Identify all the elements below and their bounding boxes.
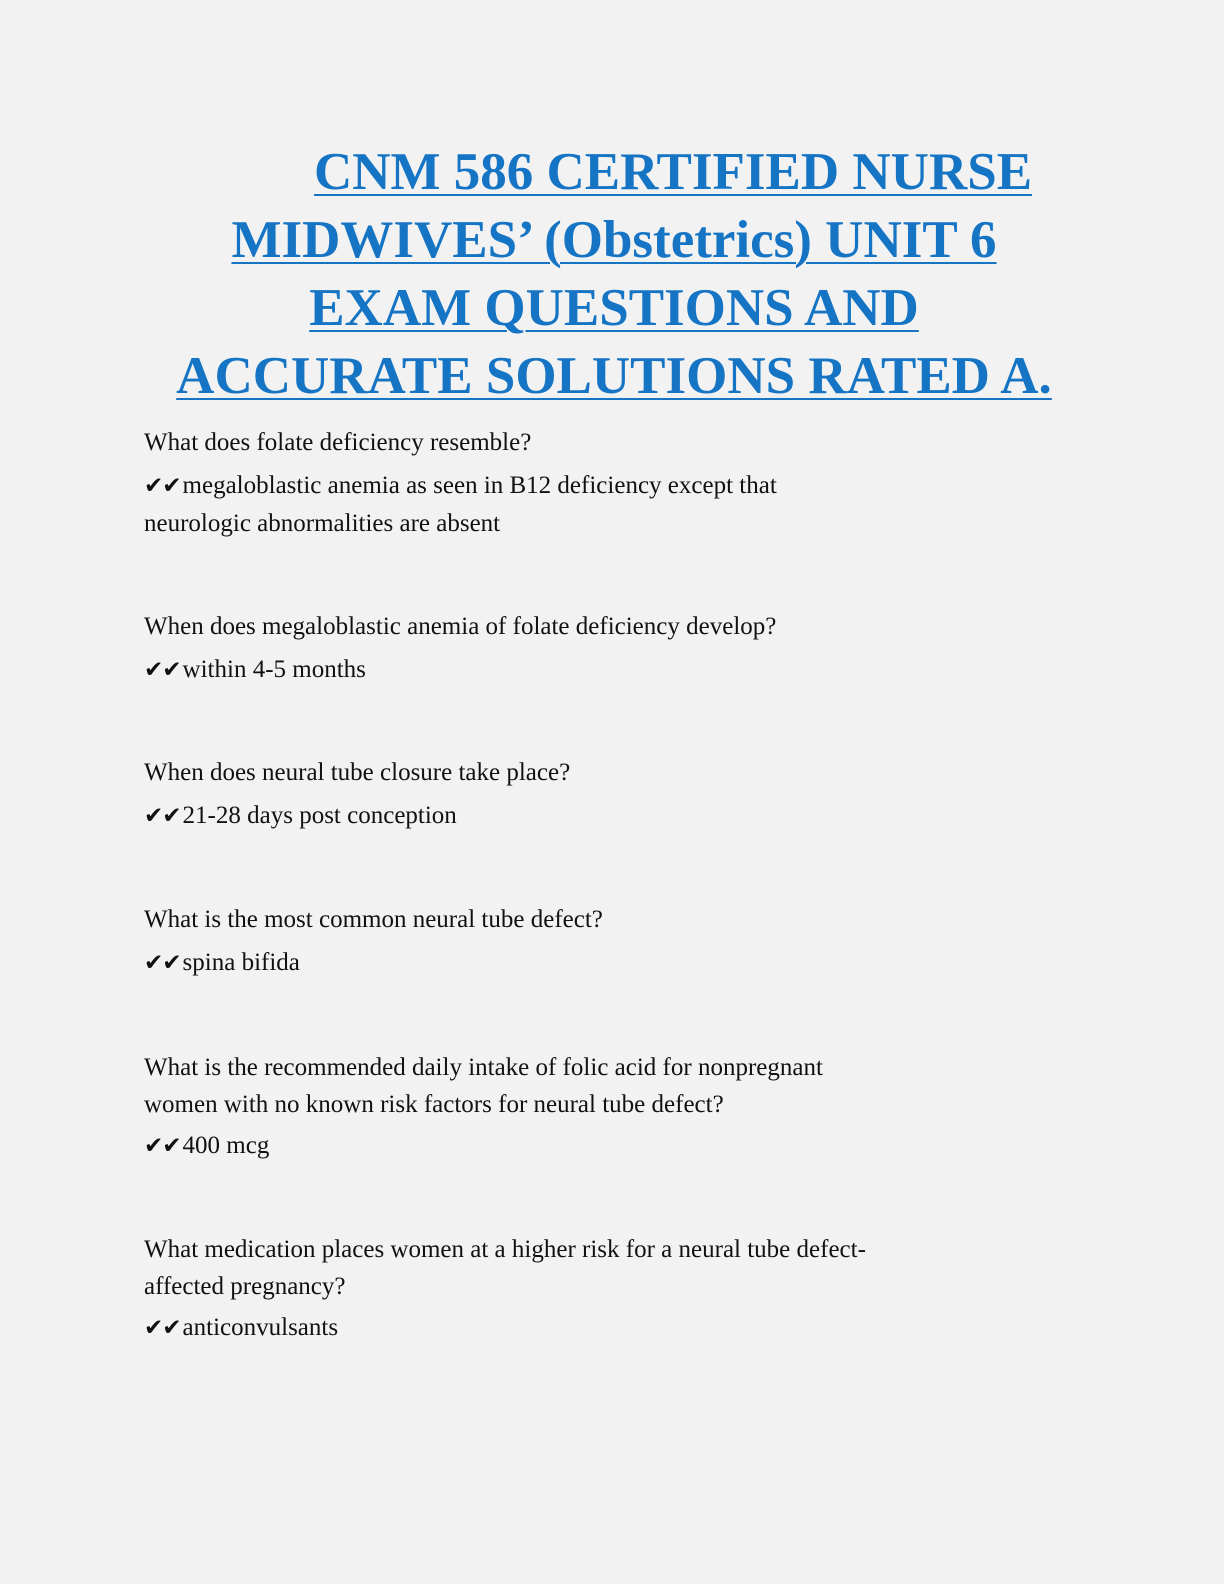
answer-6 bbox=[144, 1309, 1084, 1347]
qa-item-2 bbox=[144, 608, 1084, 689]
qa-item-4 bbox=[144, 901, 1084, 982]
qa-item-6 bbox=[144, 1231, 1084, 1347]
double-check-icon: ✔✔ bbox=[144, 1315, 181, 1341]
question-2: When does megaloblastic anemia of folate deficiency develop? bbox=[144, 613, 777, 640]
answer-1-line-1: megaloblastic anemia as seen in B12 deficiency except that bbox=[182, 472, 777, 499]
answer-5-text: 400 mcg bbox=[182, 1132, 270, 1159]
title-line-1: CNM 586 CERTIFIED NURSE bbox=[313, 143, 1033, 201]
title-line-3: EXAM QUESTIONS AND bbox=[309, 279, 919, 337]
question-6-line-1: What medication places women at a higher risk for a neural tube defect- bbox=[144, 1236, 866, 1263]
answer-3 bbox=[144, 797, 1084, 835]
qa-item-3 bbox=[144, 754, 1084, 835]
question-4: What is the most common neural tube defect? bbox=[144, 906, 603, 933]
double-check-icon: ✔✔ bbox=[144, 473, 181, 499]
answer-4-text: spina bifida bbox=[182, 949, 300, 976]
qa-item-5 bbox=[144, 1049, 1084, 1165]
document-page bbox=[144, 138, 1084, 410]
double-check-icon: ✔✔ bbox=[144, 803, 181, 829]
answer-1 bbox=[144, 467, 1084, 505]
answer-1-line-2: neurologic abnormalities are absent bbox=[144, 510, 501, 537]
answer-2-text: within 4-5 months bbox=[182, 656, 366, 683]
answer-2 bbox=[144, 651, 1084, 689]
double-check-icon: ✔✔ bbox=[144, 1133, 181, 1159]
answer-5 bbox=[144, 1127, 1084, 1165]
question-3: When does neural tube closure take place? bbox=[144, 759, 571, 786]
document-title bbox=[144, 138, 1084, 410]
question-6-line-2: affected pregnancy? bbox=[144, 1273, 346, 1300]
answer-3-text: 21-28 days post conception bbox=[182, 802, 457, 829]
qa-item-1 bbox=[144, 424, 1084, 542]
answer-6-text: anticonvulsants bbox=[182, 1314, 339, 1341]
question-1: What does folate deficiency resemble? bbox=[144, 429, 532, 456]
double-check-icon: ✔✔ bbox=[144, 657, 181, 683]
answer-4 bbox=[144, 944, 1084, 982]
title-line-2: MIDWIVES’ (Obstetrics) UNIT 6 bbox=[231, 211, 997, 269]
double-check-icon: ✔✔ bbox=[144, 950, 181, 976]
question-5-line-1: What is the recommended daily intake of folic acid for nonpregnant bbox=[144, 1054, 823, 1081]
question-5-line-2: women with no known risk factors for neural tube defect? bbox=[144, 1091, 724, 1118]
title-line-4: ACCURATE SOLUTIONS RATED A. bbox=[176, 347, 1052, 405]
